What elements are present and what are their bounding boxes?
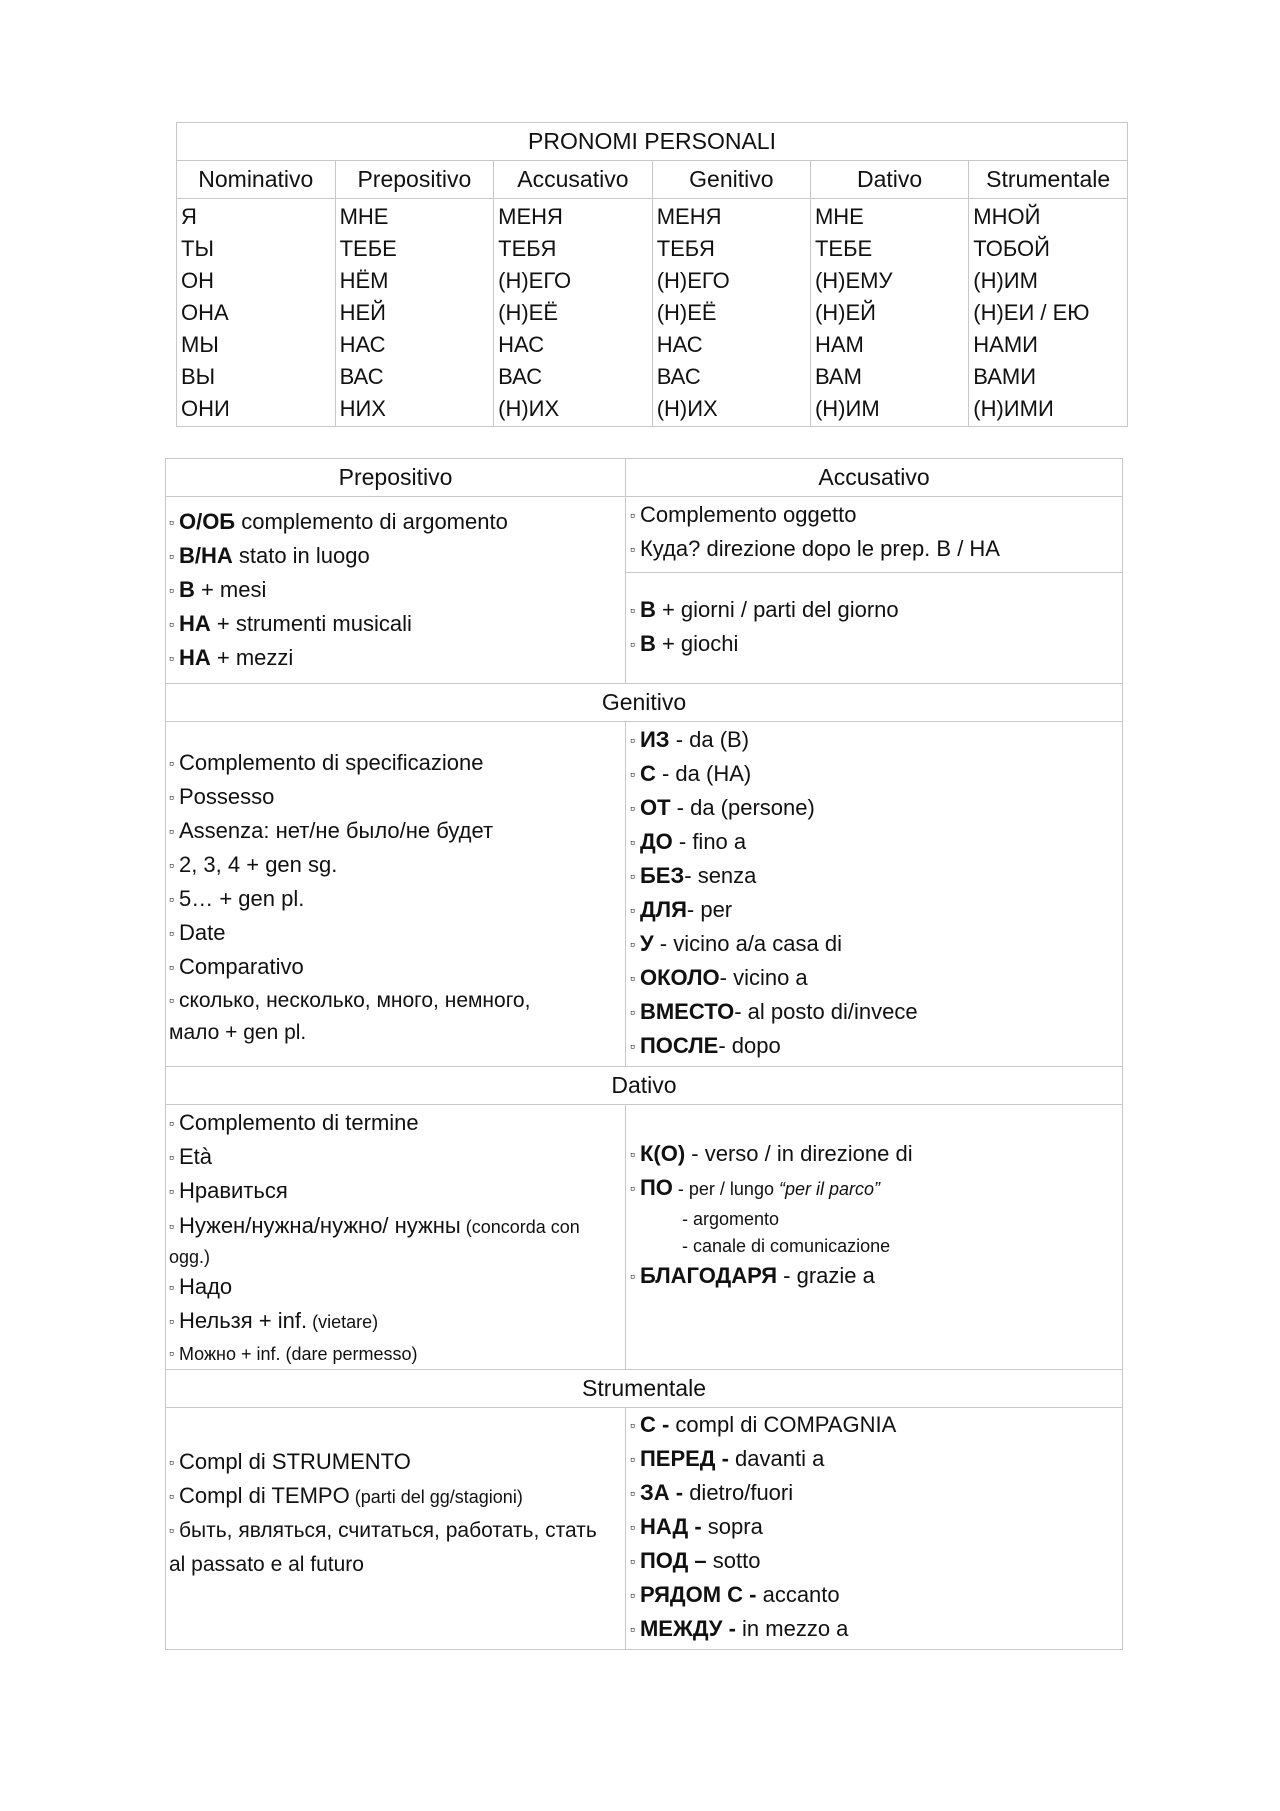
item-text: Надо xyxy=(178,1274,233,1299)
pronoun-column xyxy=(969,199,1128,427)
item-bold: ОТ xyxy=(639,795,671,820)
item-text: Comparativo xyxy=(178,954,304,979)
dativo-header: Dativo xyxy=(166,1067,1123,1105)
pronoun-cell: НАС xyxy=(339,332,386,357)
bullet-icon: ▫ xyxy=(630,636,635,653)
list-item xyxy=(630,962,1118,996)
item-text: Нельзя + inf. xyxy=(178,1308,308,1333)
list-item xyxy=(630,1443,1118,1477)
bullet-icon: ▫ xyxy=(630,1451,635,1467)
item-bold: К(О) xyxy=(639,1141,686,1166)
list-item xyxy=(169,1271,622,1305)
pronoun-cell: ТЕБЯ xyxy=(498,236,557,261)
bullet-icon: ▫ xyxy=(630,800,635,816)
sub-item: - canale di comunicazione xyxy=(682,1236,891,1256)
dativo-right-list xyxy=(626,1105,1123,1370)
pronoun-cell: ОНА xyxy=(181,300,229,325)
pronoun-cell: МНЕ xyxy=(814,204,864,229)
item-text: Età xyxy=(178,1144,212,1169)
list-item xyxy=(169,642,622,676)
bullet-icon: ▫ xyxy=(169,650,174,666)
header-dativo: Dativo xyxy=(810,161,968,199)
pronoun-cell: МЕНЯ xyxy=(656,204,722,229)
bullet-icon: ▫ xyxy=(169,891,174,907)
pronoun-column xyxy=(810,199,968,427)
pronoun-column xyxy=(652,199,810,427)
item-italic: “per il parco” xyxy=(778,1179,880,1199)
item-text: + giochi xyxy=(655,631,739,657)
bullet-icon: ▫ xyxy=(169,1522,174,1538)
item-text: - senza xyxy=(684,863,757,888)
pronoun-cell: ТЕБЕ xyxy=(339,236,397,261)
item-bold: ПОСЛЕ xyxy=(639,1033,719,1058)
sub-item: - argomento xyxy=(682,1209,780,1229)
item-text: compl di COMPAGNIA xyxy=(669,1412,897,1437)
item-text: 2, 3, 4 + gen sg. xyxy=(178,852,338,877)
item-text: in mezzo a xyxy=(735,1616,849,1641)
list-item xyxy=(630,894,1118,928)
item-bold: НАД - xyxy=(639,1514,702,1539)
item-bold: В xyxy=(639,597,656,623)
bullet-icon: ▫ xyxy=(169,548,174,564)
accusativo-list-b xyxy=(626,573,1123,684)
item-bold: О/ОБ xyxy=(178,509,236,534)
item-text: sotto xyxy=(706,1548,761,1573)
item-text: dietro/fuori xyxy=(683,1480,794,1505)
genitivo-right-list xyxy=(626,722,1123,1067)
pronoun-cell: МНОЙ xyxy=(973,204,1041,229)
item-text: - per / lungo xyxy=(672,1179,779,1199)
list-item xyxy=(169,815,622,849)
pronoun-cell: ТОБОЙ xyxy=(973,236,1050,261)
pronoun-column xyxy=(494,199,653,427)
bullet-icon: ▫ xyxy=(630,970,635,986)
list-item xyxy=(630,1030,1118,1064)
pronoun-cell: ТЕБЕ xyxy=(814,236,873,261)
pronoun-cell: ВАС xyxy=(339,364,384,389)
bullet-icon: ▫ xyxy=(169,1454,174,1470)
bullet-icon: ▫ xyxy=(630,1417,635,1433)
item-text: сколько, несколько, много, немного, мало + gen pl. xyxy=(169,989,531,1044)
header-nominativo: Nominativo xyxy=(177,161,336,199)
pronouns-title: PRONOMI PERSONALI xyxy=(177,123,1128,161)
header-genitivo: Genitivo xyxy=(652,161,810,199)
list-item xyxy=(630,1545,1118,1579)
pronoun-cell: (Н)ЕЁ xyxy=(498,300,559,325)
strumentale-left-list xyxy=(166,1408,626,1650)
item-text: Possesso xyxy=(178,784,275,809)
bullet-icon: ▫ xyxy=(630,1587,635,1603)
bullet-icon: ▫ xyxy=(630,834,635,850)
prepositivo-list xyxy=(166,497,626,684)
list-item xyxy=(169,574,622,608)
bullet-icon: ▫ xyxy=(169,1345,174,1361)
item-text: Assenza: нет/не было/не будет xyxy=(178,818,494,843)
pronoun-cell: ОН xyxy=(181,268,214,293)
bullet-icon: ▫ xyxy=(630,1038,635,1054)
list-item xyxy=(169,883,622,917)
header-accusativo: Accusativo xyxy=(494,161,653,199)
bullet-icon: ▫ xyxy=(630,1485,635,1501)
accusativo-header: Accusativo xyxy=(626,459,1123,497)
pronouns-body-row xyxy=(177,199,1128,427)
item-bold: МЕЖДУ - xyxy=(639,1616,736,1641)
bullet-icon: ▫ xyxy=(169,823,174,839)
item-text: - vicino a xyxy=(719,965,808,990)
bullet-icon: ▫ xyxy=(169,789,174,805)
list-item xyxy=(630,996,1118,1030)
item-bold: У xyxy=(639,931,654,956)
list-item xyxy=(630,928,1118,962)
bullet-icon: ▫ xyxy=(169,1149,174,1165)
item-text: - dopo xyxy=(718,1033,781,1058)
list-item xyxy=(169,849,622,883)
item-text: accanto xyxy=(756,1582,840,1607)
item-text: + strumenti musicali xyxy=(210,611,412,636)
pronoun-cell: МЫ xyxy=(181,332,219,357)
bullet-icon: ▫ xyxy=(169,959,174,975)
bullet-icon: ▫ xyxy=(630,541,635,557)
item-text: Complemento di termine xyxy=(178,1110,419,1135)
strumentale-header: Strumentale xyxy=(166,1370,1123,1408)
list-item xyxy=(169,917,622,951)
item-bold: В xyxy=(639,631,656,657)
item-bold: ПЕРЕД - xyxy=(639,1446,729,1471)
pronoun-cell: (Н)ЕЙ xyxy=(814,300,876,325)
pronoun-cell: (Н)ИМИ xyxy=(973,396,1054,421)
list-item xyxy=(630,499,1118,533)
pronoun-cell: ТЫ xyxy=(181,236,214,261)
bullet-icon: ▫ xyxy=(169,755,174,771)
list-item xyxy=(630,533,1118,567)
list-item xyxy=(630,1172,1118,1206)
item-text: sopra xyxy=(701,1514,763,1539)
list-item xyxy=(630,1613,1118,1647)
bullet-icon: ▫ xyxy=(169,1313,174,1329)
item-text: - verso / in direzione di xyxy=(685,1141,913,1166)
list-item xyxy=(169,540,622,574)
item-text: - vicino a/a casa di xyxy=(653,931,842,956)
pronoun-cell: (Н)ЕЁ xyxy=(656,300,717,325)
item-note: (vietare) xyxy=(307,1312,379,1332)
pronoun-cell: НАС xyxy=(656,332,703,357)
list-item xyxy=(169,1141,622,1175)
item-text: Date xyxy=(178,920,226,945)
list-item xyxy=(169,951,622,985)
pronoun-cell: НИХ xyxy=(339,396,386,421)
item-text: stato in luogo xyxy=(232,543,370,568)
item-bold: ОКОЛО xyxy=(639,965,720,990)
item-bold: С - xyxy=(639,1412,670,1437)
pronoun-cell: НЕЙ xyxy=(339,300,386,325)
item-bold: ЗА - xyxy=(639,1480,684,1505)
pronoun-cell: ТЕБЯ xyxy=(656,236,715,261)
list-item xyxy=(630,1579,1118,1613)
list-item xyxy=(169,1446,622,1480)
list-item xyxy=(630,826,1118,860)
item-bold: БЛАГОДАРЯ xyxy=(639,1263,778,1288)
bullet-icon: ▫ xyxy=(630,1621,635,1637)
item-bold: ИЗ xyxy=(639,727,670,752)
item-text: - da (В) xyxy=(669,727,750,752)
prepositivo-header: Prepositivo xyxy=(166,459,626,497)
item-text: - da (НА) xyxy=(655,761,752,786)
item-bold: БЕЗ xyxy=(639,863,685,888)
list-item xyxy=(169,1305,622,1339)
header-strumentale: Strumentale xyxy=(969,161,1128,199)
pronoun-cell: (Н)ИМ xyxy=(973,268,1038,293)
genitivo-header: Genitivo xyxy=(166,684,1123,722)
header-prepositivo: Prepositivo xyxy=(335,161,494,199)
bullet-icon: ▫ xyxy=(630,1553,635,1569)
list-item xyxy=(169,781,622,815)
list-item xyxy=(169,1209,622,1271)
item-text: - fino a xyxy=(672,829,747,854)
list-item xyxy=(169,608,622,642)
pronoun-cell: ВАС xyxy=(498,364,543,389)
bullet-icon: ▫ xyxy=(630,1146,635,1162)
item-text: Куда? direzione dopo le prep. В / НА xyxy=(639,536,1000,561)
item-text: Нужен/нужна/нужно/ нужны xyxy=(178,1213,461,1238)
bullet-icon: ▫ xyxy=(630,766,635,782)
strumentale-right-list xyxy=(626,1408,1123,1650)
pronoun-cell: (Н)ЕГО xyxy=(656,268,730,293)
pronoun-cell: МНЕ xyxy=(339,204,389,229)
list-item xyxy=(630,1138,1118,1172)
bullet-icon: ▫ xyxy=(169,1183,174,1199)
bullet-icon: ▫ xyxy=(630,507,635,523)
pronoun-cell: НЁМ xyxy=(339,268,389,293)
pronoun-column xyxy=(177,199,336,427)
item-bold: ПОД – xyxy=(639,1548,707,1573)
pronoun-cell: МЕНЯ xyxy=(498,204,563,229)
item-bold: РЯДОМ С - xyxy=(639,1582,757,1607)
list-item xyxy=(169,1175,622,1209)
list-item xyxy=(169,506,622,540)
item-note: (parti del gg/stagioni) xyxy=(349,1487,523,1507)
item-text: - al posto di/invece xyxy=(734,999,918,1024)
list-item xyxy=(630,860,1118,894)
item-text: Compl di STRUMENTO xyxy=(178,1449,411,1474)
pronoun-cell: ВЫ xyxy=(181,364,216,389)
item-bold: ДЛЯ xyxy=(639,897,687,922)
dativo-left-list xyxy=(166,1105,626,1370)
list-item xyxy=(630,628,1118,662)
pronoun-cell: НАМИ xyxy=(973,332,1038,357)
bullet-icon: ▫ xyxy=(169,857,174,873)
accusativo-list-a xyxy=(626,497,1123,573)
bullet-icon: ▫ xyxy=(630,936,635,952)
pronoun-cell: ВАС xyxy=(656,364,701,389)
pronoun-column xyxy=(335,199,494,427)
item-text: Complemento di specificazione xyxy=(178,750,484,775)
bullet-icon: ▫ xyxy=(169,1218,174,1234)
item-bold: ДО xyxy=(639,829,673,854)
list-item xyxy=(169,985,622,1055)
item-bold: НА xyxy=(178,611,211,636)
pronoun-cell: Я xyxy=(181,204,197,229)
list-item xyxy=(169,1480,622,1514)
item-bold: НА xyxy=(178,645,211,670)
item-text: быть, являться, считаться, работать, стать al passato e al futuro xyxy=(169,1519,597,1576)
genitivo-left-list xyxy=(166,722,626,1067)
pronoun-cell: НАМ xyxy=(814,332,864,357)
item-bold: В/НА xyxy=(178,543,233,568)
bullet-icon: ▫ xyxy=(169,616,174,632)
bullet-icon: ▫ xyxy=(169,1488,174,1504)
item-text: - per xyxy=(686,897,733,922)
list-item xyxy=(630,724,1118,758)
pronoun-cell: (Н)ЕМУ xyxy=(814,268,893,293)
item-note: (concorda con ogg.) xyxy=(169,1217,580,1267)
list-item xyxy=(630,1260,1118,1294)
list-item xyxy=(630,792,1118,826)
list-item xyxy=(169,1514,622,1581)
bullet-icon: ▫ xyxy=(630,868,635,884)
bullet-icon: ▫ xyxy=(630,1180,635,1196)
cases-table xyxy=(165,458,1123,1650)
item-bold: ПО xyxy=(639,1175,673,1200)
bullet-icon: ▫ xyxy=(169,1279,174,1295)
item-text: Compl di TEMPO xyxy=(178,1483,350,1508)
bullet-icon: ▫ xyxy=(630,902,635,918)
pronoun-cell: (Н)ЕИ / ЕЮ xyxy=(973,300,1090,325)
item-text: - grazie a xyxy=(777,1263,875,1288)
pronoun-cell: (Н)ИМ xyxy=(814,396,880,421)
item-text: + giorni / parti del giorno xyxy=(655,597,899,623)
pronouns-header-row xyxy=(177,161,1128,199)
pronoun-cell: ОНИ xyxy=(181,396,230,421)
bullet-icon: ▫ xyxy=(630,602,635,619)
item-bold: ВМЕСТО xyxy=(639,999,735,1024)
item-text: + mezzi xyxy=(210,645,294,670)
bullet-icon: ▫ xyxy=(169,514,174,530)
list-item xyxy=(169,1339,622,1369)
bullet-icon: ▫ xyxy=(169,1115,174,1131)
pronoun-cell: (Н)ЕГО xyxy=(498,268,572,293)
pronouns-table xyxy=(176,122,1128,427)
bullet-icon: ▫ xyxy=(169,582,174,598)
item-bold: С xyxy=(639,761,656,786)
pronoun-cell: НАС xyxy=(498,332,545,357)
item-text: davanti a xyxy=(728,1446,825,1471)
list-item xyxy=(630,758,1118,792)
bullet-icon: ▫ xyxy=(630,1268,635,1284)
item-text: Complemento oggetto xyxy=(639,502,857,527)
bullet-icon: ▫ xyxy=(630,1004,635,1020)
list-item xyxy=(630,594,1118,628)
pronoun-cell: (Н)ИХ xyxy=(656,396,718,421)
bullet-icon: ▫ xyxy=(630,732,635,748)
pronoun-cell: (Н)ИХ xyxy=(498,396,560,421)
bullet-icon: ▫ xyxy=(630,1519,635,1535)
item-text: Можно + inf. (dare permesso) xyxy=(178,1344,418,1364)
bullet-icon: ▫ xyxy=(169,925,174,941)
item-text: + mesi xyxy=(194,577,267,602)
item-text: - da (persone) xyxy=(670,795,815,820)
item-text: Нравиться xyxy=(178,1178,288,1203)
item-text: 5… + gen pl. xyxy=(178,886,305,911)
list-item xyxy=(630,1477,1118,1511)
list-item xyxy=(630,1409,1118,1443)
list-item xyxy=(630,1511,1118,1545)
list-item xyxy=(169,747,622,781)
pronoun-cell: ВАМ xyxy=(814,364,862,389)
list-item xyxy=(169,1107,622,1141)
bullet-icon: ▫ xyxy=(169,992,174,1008)
pronoun-cell: ВАМИ xyxy=(973,364,1037,389)
item-text: complemento di argomento xyxy=(235,509,508,534)
item-bold: В xyxy=(178,577,195,602)
